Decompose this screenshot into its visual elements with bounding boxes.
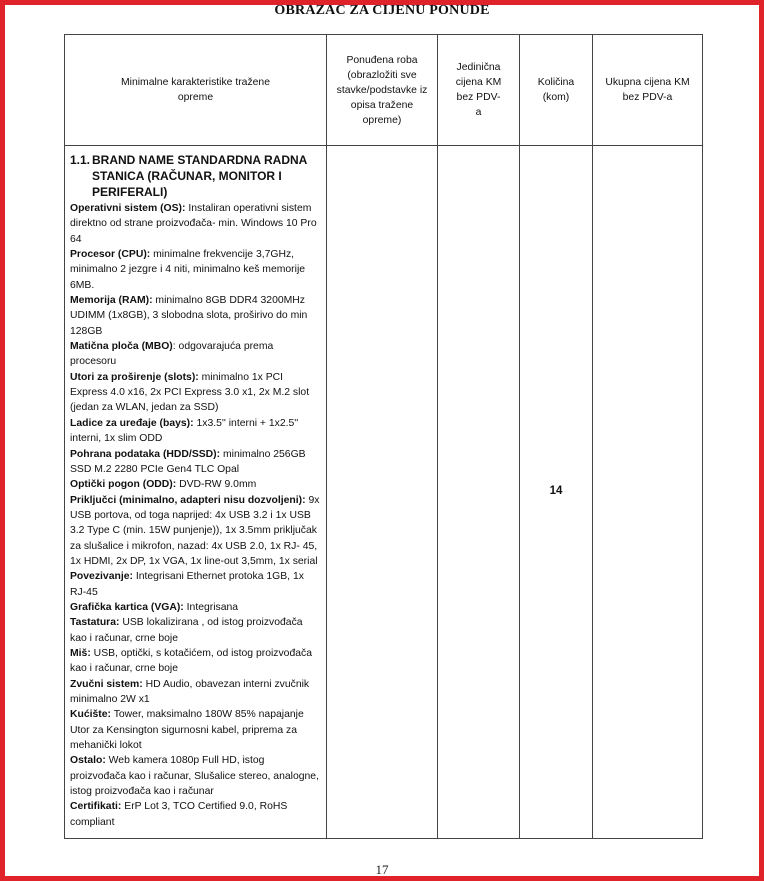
spec-label: Certifikati: xyxy=(70,801,122,813)
spec-text: 1x3.5'' interni + 1x2.5'' interni, 1x slim ODD xyxy=(70,417,299,445)
price-offer-table xyxy=(64,34,703,839)
spec-item xyxy=(70,493,322,570)
spec-list xyxy=(70,201,322,830)
spec-item xyxy=(70,707,322,722)
spec-text: USB lokalizirana , od istog proizvođača kao i računar, crne boje xyxy=(70,617,303,644)
spec-item xyxy=(70,753,322,799)
spec-label: Ostalo: xyxy=(70,755,106,767)
item-number: 1.1. xyxy=(70,153,91,167)
spec-label: Memorija (RAM): xyxy=(70,295,153,307)
spec-text: USB, optički, s kotačićem, od istog proizvođača kao i računar, crne boje xyxy=(70,647,312,675)
spec-text: minimalne frekvencije 3,7GHz, minimalno 2 jezgre i 4 niti, minimalno keš memorije 6MB. xyxy=(70,249,306,291)
header-requirements: Minimalne karakteristike tražene opreme xyxy=(65,35,327,146)
document-title: OBRAZAC ZA CIJENU PONUDE xyxy=(274,3,490,18)
spec-item xyxy=(70,600,322,615)
spec-text: minimalno 1x PCI Express 4.0 x16, 2x PCI Express 3.0 x1, 2x M.2 slot (jedan za WLAN, jedan za SSD) xyxy=(70,371,310,414)
spec-label: Grafička kartica (VGA): xyxy=(70,601,184,613)
page-number: 17 xyxy=(375,862,389,877)
quantity-cell xyxy=(520,146,593,839)
spec-item xyxy=(70,370,322,416)
item-title: BRAND NAME STANDARDNA RADNA STANICA (RAČUNAR, MONITOR I PERIFERALI) xyxy=(92,153,307,199)
spec-item xyxy=(70,339,322,370)
spec-label: Pohrana podataka (HDD/SSD): xyxy=(70,448,221,460)
spec-text: Web kamera 1080p Full HD, istog proizvođača kao i računar, Slušalice stereo, analogne, istog proizvođača kao i računar xyxy=(70,755,319,798)
offered-goods-cell xyxy=(327,146,438,839)
spec-item xyxy=(70,646,322,677)
spec-label: Utori za proširenje (slots): xyxy=(70,371,199,383)
spec-label: Matična ploča (MBO) xyxy=(70,341,173,353)
item-heading xyxy=(70,152,322,200)
spec-text: DVD-RW 9.0mm xyxy=(176,479,257,491)
spec-text: Utor za Kensington sigurnosni kabel, priprema za mehanički lokot xyxy=(70,724,297,752)
table-row xyxy=(65,146,703,839)
spec-label: Tastatura: xyxy=(70,617,120,629)
spec-label: Povezivanje: xyxy=(70,571,133,583)
spec-item xyxy=(70,247,322,293)
spec-text: Tower, maksimalno 180W 85% napajanje xyxy=(111,709,304,721)
unit-price-cell xyxy=(438,146,520,839)
spec-text: minimalno 8GB DDR4 3200MHz UDIMM (1x8GB), 3 slobodna slota, proširivo do min 128GB xyxy=(70,295,308,337)
header-offered-goods: Ponuđena roba (obrazložiti sve stavke/podstavke iz opisa tražene opreme) xyxy=(327,35,438,146)
table-header-row xyxy=(65,35,703,146)
spec-label: Zvučni sistem: xyxy=(70,678,143,690)
spec-text: ErP Lot 3, TCO Certified 9.0, RoHS compliant xyxy=(70,801,288,828)
spec-item xyxy=(70,447,322,478)
spec-text: Integrisani Ethernet protoka 1GB, 1x RJ-45 xyxy=(70,571,304,598)
spec-item xyxy=(70,293,322,339)
header-quantity: Količina (kom) xyxy=(520,35,593,146)
spec-label: Ladice za uređaje (bays): xyxy=(70,417,194,429)
spec-label: Kućište: xyxy=(70,709,111,721)
spec-text: 9x USB portova, od toga naprijed: 4x USB 3.2 i 1x USB 3.2 Type C (min. 15W punjenje)), 1x 3.5mm priključak za slušalice i mikrofon, nazad: 4x USB 2.0, 1x RJ- 45, 1x HDMI, 2x DP, 1x VGA, 1x line-out 3,5mm, 1x serial xyxy=(70,494,320,567)
spec-item xyxy=(70,677,322,708)
spec-item xyxy=(70,615,322,646)
quantity-value: 14 xyxy=(549,485,563,497)
spec-label: Optički pogon (ODD): xyxy=(70,479,177,491)
spec-item xyxy=(70,569,322,600)
spec-item xyxy=(70,723,322,754)
spec-text: HD Audio, obavezan interni zvučnik minimalno 2W x1 xyxy=(70,678,310,705)
spec-label: Operativni sistem (OS): xyxy=(70,203,186,214)
spec-label: Priključci (minimalno, adapteri nisu dozvoljeni): xyxy=(70,494,306,506)
total-price-cell xyxy=(593,146,703,839)
spec-text: minimalno 256GB SSD M.2 2280 PCIe Gen4 TLC Opal xyxy=(70,448,306,475)
spec-item xyxy=(70,201,322,247)
spec-text: : odgovarajuća prema procesoru xyxy=(70,341,274,368)
requirements-cell xyxy=(65,146,327,839)
spec-label: Miš: xyxy=(70,647,91,659)
spec-label: Procesor (CPU): xyxy=(70,249,151,261)
spec-text: Instaliran operativni sistem direktno od strane proizvođača- min. Windows 10 Pro 64 xyxy=(70,203,317,245)
spec-item xyxy=(70,416,322,447)
spec-item xyxy=(70,799,322,830)
header-total-price: Ukupna cijena KM bez PDV-a xyxy=(593,35,703,146)
header-unit-price: Jedinična cijena KM bez PDV-a xyxy=(438,35,520,146)
spec-text: Integrisana xyxy=(183,601,239,613)
spec-item xyxy=(70,477,322,492)
